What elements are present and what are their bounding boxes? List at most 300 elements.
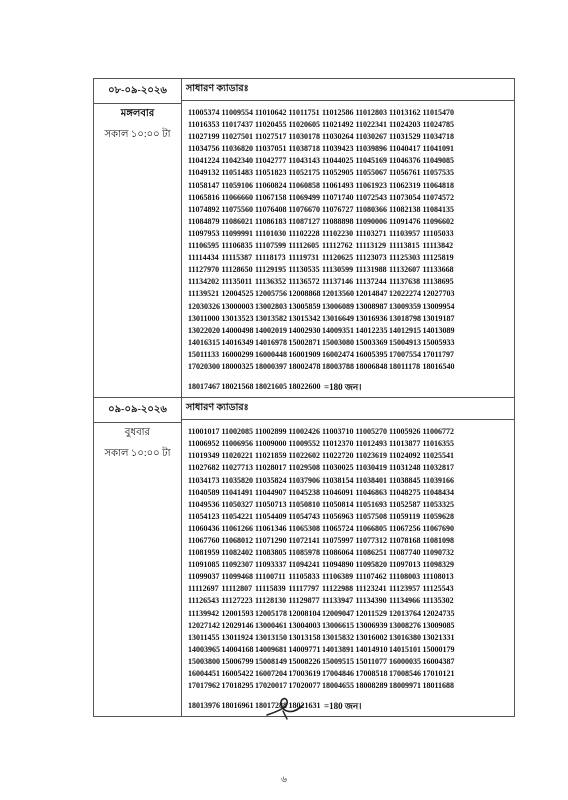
roll-number: 11071740 <box>322 192 354 202</box>
roll-number: 11003710 <box>322 427 354 437</box>
roll-number: 11001017 <box>188 427 220 437</box>
roll-number: 11066805 <box>355 523 388 533</box>
roll-number: 11088898 <box>322 216 354 226</box>
roll-row <box>188 487 512 499</box>
roll-number: 11041224 <box>188 156 220 166</box>
roll-number: 11128130 <box>255 596 287 606</box>
roll-number: 12004525 <box>221 289 254 299</box>
roll-number: 13006089 <box>322 301 354 311</box>
roll-number: 14009771 <box>288 644 321 654</box>
roll-numbers <box>182 101 514 397</box>
roll-number: 11006952 <box>188 439 220 449</box>
roll-number: 11113815 <box>389 241 420 251</box>
roll-row <box>188 426 512 438</box>
roll-number: 12005178 <box>255 608 287 618</box>
roll-number: 11012370 <box>322 439 354 449</box>
roll-number: 11011751 <box>288 108 320 117</box>
roll-number: 16000035 <box>389 656 421 666</box>
roll-number: 16004387 <box>422 656 455 666</box>
roll-number: 18011178 <box>389 361 421 371</box>
roll-number: 18009971 <box>389 681 421 691</box>
roll-number: 17020017 <box>255 681 287 691</box>
roll-number: 11042777 <box>255 156 287 166</box>
session-row <box>94 79 515 398</box>
roll-number: 11081098 <box>422 536 455 545</box>
roll-number: 11049085 <box>422 156 455 166</box>
roll-number: 11054409 <box>255 511 287 521</box>
roll-number: 11053325 <box>422 499 455 509</box>
roll-number: 13022020 <box>188 325 220 335</box>
roll-number: 11136352 <box>255 277 287 287</box>
roll-number: 14003965 <box>188 644 220 654</box>
roll-number: 11052587 <box>389 499 421 509</box>
roll-row <box>188 264 512 276</box>
roll-number: 11030178 <box>288 132 321 142</box>
cadre-heading: সাধারণ ক্যাডারঃ <box>182 79 514 101</box>
roll-number: 15008226 <box>288 656 321 666</box>
roll-number: 11125543 <box>422 584 454 594</box>
roll-number: 11041491 <box>221 487 254 497</box>
roll-number: 11106389 <box>322 572 354 582</box>
roll-row <box>188 668 512 680</box>
roll-number: 11067256 <box>389 523 421 533</box>
roll-number: 13006615 <box>322 620 354 630</box>
roll-number: 11044907 <box>255 487 287 497</box>
roll-number: 18017467 <box>188 382 220 392</box>
roll-number: 11059106 <box>221 180 254 190</box>
roll-number: 11049536 <box>188 499 220 509</box>
roll-number: 13009085 <box>422 620 455 630</box>
roll-number: 11029508 <box>288 463 321 473</box>
roll-number: 12024735 <box>422 608 455 618</box>
roll-number: 11044025 <box>322 156 354 166</box>
roll-number: 11050713 <box>255 499 287 509</box>
roll-number: 11129195 <box>255 265 287 275</box>
roll-number: 11021492 <box>322 120 354 130</box>
roll-number: 11060824 <box>255 180 287 190</box>
roll-number: 13021331 <box>422 632 455 642</box>
roll-number: 11016355 <box>422 439 455 449</box>
roll-number: 11071290 <box>255 536 287 545</box>
roll-number: 11132607 <box>389 265 421 275</box>
roll-number: 11092307 <box>221 560 254 570</box>
roll-row <box>188 167 512 179</box>
roll-number: 11022720 <box>322 451 354 461</box>
roll-number: 11067760 <box>188 536 220 545</box>
roll-number: 11052905 <box>322 168 354 178</box>
roll-number: 13011924 <box>221 632 254 642</box>
roll-number: 11077312 <box>355 536 388 545</box>
roll-number: 18016961 <box>221 701 254 711</box>
roll-number: 14016349 <box>221 337 254 347</box>
roll-number: 14012915 <box>389 325 421 335</box>
roll-number: 14013891 <box>322 644 354 654</box>
roll-number: 11043143 <box>288 156 321 166</box>
roll-number: 11127223 <box>221 596 253 606</box>
roll-number: 11065308 <box>288 523 321 533</box>
roll-number: 11135011 <box>221 277 253 287</box>
roll-number: 13016649 <box>322 313 354 323</box>
roll-number: 11093337 <box>255 560 287 570</box>
roll-number: 15003369 <box>355 337 388 347</box>
roll-number: 16005395 <box>355 349 388 359</box>
roll-number: 11020221 <box>221 451 254 461</box>
roll-number: 11083805 <box>255 548 287 558</box>
roll-number: 16004451 <box>188 669 220 679</box>
roll-number: 15003800 <box>188 656 220 666</box>
roll-number: 11112697 <box>188 584 219 594</box>
roll-number: 11025541 <box>422 451 455 461</box>
date-cell <box>94 79 182 398</box>
roll-number: 13008987 <box>355 301 388 311</box>
roll-number: 18003788 <box>322 361 354 371</box>
roll-number: 14009351 <box>322 325 354 335</box>
roll-number: 11138695 <box>422 277 454 287</box>
roll-number: 14012235 <box>355 325 388 335</box>
roll-number: 11130599 <box>322 265 354 275</box>
session-day: মঙ্গলবার <box>120 108 155 119</box>
roll-number: 11006772 <box>422 427 455 437</box>
roll-number: 13016380 <box>389 632 421 642</box>
roll-number: 11106595 <box>188 241 220 251</box>
roll-row <box>188 204 512 216</box>
roll-number: 11034173 <box>188 475 220 485</box>
roll-number: 11040589 <box>188 487 220 497</box>
roll-number: 11087127 <box>288 216 321 226</box>
roll-number: 11040417 <box>389 144 421 154</box>
roll-number: 11119731 <box>288 253 320 263</box>
roll-row <box>188 559 512 571</box>
roll-number: 12008868 <box>288 289 321 299</box>
roll-number: 12008104 <box>288 608 321 618</box>
roll-number: 11099468 <box>221 572 254 582</box>
roll-number: 11009000 <box>255 439 287 449</box>
roll-number: 13015342 <box>288 313 321 323</box>
roll-number: 17017962 <box>188 681 220 691</box>
roll-number: 15008149 <box>255 656 287 666</box>
roll-number: 11122988 <box>322 584 354 594</box>
roll-number: 11039896 <box>355 144 388 154</box>
roll-number: 11020605 <box>288 120 321 130</box>
roll-number: 11105833 <box>288 572 320 582</box>
roll-number: 11046863 <box>355 487 388 497</box>
roll-row <box>188 595 512 607</box>
roll-number: 14015101 <box>389 644 421 654</box>
roll-number: 11103957 <box>389 228 421 238</box>
roll-number: 11056761 <box>389 168 421 178</box>
roll-number: 15000179 <box>422 644 455 654</box>
roll-row <box>188 325 512 337</box>
roll-row <box>188 523 512 535</box>
roll-number: 11057508 <box>355 511 388 521</box>
roll-number: 13013150 <box>255 632 287 642</box>
roll-number: 11005270 <box>355 427 388 437</box>
roll-number: 11112807 <box>221 584 253 594</box>
roll-number: 11031529 <box>389 132 421 142</box>
roll-number: 14016315 <box>188 337 220 347</box>
roll-number: 11137638 <box>389 277 421 287</box>
roll-number: 13006939 <box>355 620 388 630</box>
roll-number: 11012586 <box>322 108 354 117</box>
roll-row <box>188 475 512 487</box>
roll-number: 11107462 <box>355 572 387 582</box>
roll-number: 11045238 <box>288 487 321 497</box>
roll-number: 11101030 <box>255 228 287 238</box>
roll-number: 11074572 <box>422 192 455 202</box>
roll-number: 12005756 <box>255 289 287 299</box>
roll-number: 11031248 <box>389 463 421 473</box>
roll-row <box>188 155 512 167</box>
roll-row-last <box>188 700 512 712</box>
roll-number: 11002085 <box>221 427 254 437</box>
roll-number: 11134390 <box>355 596 387 606</box>
roll-row <box>188 180 512 192</box>
roll-row <box>188 216 512 228</box>
roll-number: 11010642 <box>255 108 287 117</box>
roll-number: 11002426 <box>288 427 321 437</box>
roll-number: 18002478 <box>288 361 321 371</box>
roll-number: 12014847 <box>355 289 388 299</box>
roll-number: 13009359 <box>389 301 421 311</box>
roll-number: 17011797 <box>422 349 455 359</box>
roll-row <box>188 571 512 583</box>
roll-number: 11046376 <box>389 156 421 166</box>
roll-number: 11067690 <box>422 523 455 533</box>
roll-number: 11059119 <box>389 511 421 521</box>
roll-number: 11102228 <box>288 228 320 238</box>
roll-row <box>188 119 512 131</box>
roll-number: 13011455 <box>188 632 220 642</box>
roll-number: 17008518 <box>355 669 388 679</box>
roll-number: 12013764 <box>389 608 421 618</box>
roll-number: 11066660 <box>221 192 254 202</box>
roll-number: 11009552 <box>288 439 321 449</box>
roll-number: 11099991 <box>221 228 254 238</box>
roll-number: 18004655 <box>322 681 354 691</box>
roll-row <box>188 583 512 595</box>
roll-number: 11072141 <box>288 536 321 545</box>
roll-row <box>188 288 512 300</box>
roll-number: 18021631 <box>288 701 321 711</box>
roll-number: 18006848 <box>355 361 388 371</box>
roll-number: 11137146 <box>322 277 354 287</box>
roll-number: 13008276 <box>389 620 421 630</box>
roll-number: 15011133 <box>188 349 220 359</box>
roll-number: 11030267 <box>355 132 388 142</box>
roll-number: 15002871 <box>288 337 321 347</box>
roll-number: 11082138 <box>389 204 421 214</box>
roll-number: 11134202 <box>188 277 220 287</box>
roll-number: 11100711 <box>255 572 286 582</box>
roll-number: 12001593 <box>221 608 254 618</box>
roll-number: 17010121 <box>422 669 455 679</box>
schedule-table <box>93 78 515 717</box>
roll-row-last <box>188 381 512 393</box>
roll-list-cell <box>182 79 515 398</box>
roll-number: 18013976 <box>188 701 220 711</box>
roll-number: 15004913 <box>389 337 421 347</box>
roll-number: 11123073 <box>355 253 387 263</box>
roll-number: 15005933 <box>422 337 455 347</box>
session-date: ০৮-০৯-২০২৬ <box>108 85 167 96</box>
roll-number: 11135302 <box>422 596 454 606</box>
roll-number: 11123957 <box>389 584 421 594</box>
roll-number: 16002474 <box>322 349 354 359</box>
roll-number: 14016978 <box>255 337 287 347</box>
roll-row <box>188 276 512 288</box>
roll-number: 11054221 <box>221 511 254 521</box>
total-count: =180 জন। <box>324 701 362 712</box>
roll-number: 11051483 <box>221 168 254 178</box>
total-count: =180 জন। <box>324 382 362 393</box>
roll-row <box>188 547 512 559</box>
roll-number: 11097953 <box>188 228 220 238</box>
roll-number: 11012493 <box>355 439 388 449</box>
session-row <box>94 398 515 717</box>
roll-number: 13004003 <box>288 620 321 630</box>
roll-number: 11076727 <box>322 204 354 214</box>
roll-number: 11061266 <box>221 523 254 533</box>
roll-number: 11039166 <box>422 475 455 485</box>
roll-number: 13005859 <box>288 301 321 311</box>
roll-number: 11094890 <box>322 560 354 570</box>
roll-number: 11027682 <box>188 463 220 473</box>
roll-number: 11102230 <box>322 228 354 238</box>
roll-number: 11074892 <box>188 204 220 214</box>
roll-number: 13015832 <box>322 632 354 642</box>
roll-number: 11046091 <box>322 487 354 497</box>
roll-number: 17020300 <box>188 361 220 371</box>
roll-number: 11027713 <box>221 463 254 473</box>
roll-number: 11115839 <box>255 584 286 594</box>
roll-number: 11035820 <box>221 475 254 485</box>
roll-number: 11045169 <box>355 156 388 166</box>
roll-number: 11013877 <box>389 439 421 449</box>
roll-number: 11120625 <box>322 253 354 263</box>
roll-number: 11057535 <box>422 168 455 178</box>
roll-number: 11050814 <box>322 499 354 509</box>
roll-number: 11113842 <box>422 241 454 251</box>
roll-number: 11020455 <box>255 120 287 130</box>
roll-number: 11098329 <box>422 560 455 570</box>
roll-number: 11038845 <box>389 475 421 485</box>
roll-number: 11042340 <box>221 156 254 166</box>
roll-number: 11094241 <box>288 560 321 570</box>
roll-number: 17020077 <box>288 681 321 691</box>
roll-number: 18008289 <box>355 681 388 691</box>
roll-number: 11038401 <box>355 475 388 485</box>
roll-number: 11032817 <box>422 463 455 473</box>
roll-row <box>188 438 512 450</box>
roll-number: 11037051 <box>255 144 287 154</box>
roll-row <box>188 337 512 349</box>
roll-number: 11133668 <box>422 265 454 275</box>
roll-number: 11061493 <box>322 180 354 190</box>
roll-number: 11048434 <box>422 487 455 497</box>
roll-number: 11105033 <box>422 228 454 238</box>
roll-number: 11061346 <box>255 523 287 533</box>
roll-number: 11139942 <box>188 608 220 618</box>
roll-number: 11080366 <box>355 204 388 214</box>
roll-number: 11035824 <box>255 475 287 485</box>
roll-number: 11112762 <box>322 241 353 251</box>
roll-number: 11059628 <box>422 511 455 521</box>
roll-number: 11041091 <box>422 144 455 154</box>
roll-number: 11107599 <box>255 241 287 251</box>
roll-number: 16007204 <box>255 669 287 679</box>
roll-number: 11084135 <box>422 204 455 214</box>
roll-number: 11130535 <box>288 265 320 275</box>
roll-number: 11002899 <box>255 427 287 437</box>
roll-number: 11091476 <box>389 216 421 226</box>
session-time: সকাল ১০:০০ টা <box>104 448 171 460</box>
session-day: বুধবার <box>124 427 151 439</box>
roll-number: 11009554 <box>221 108 254 117</box>
roll-row <box>188 192 512 204</box>
roll-number: 11086183 <box>255 216 287 226</box>
roll-number: 11062319 <box>389 180 421 190</box>
roll-number: 17008546 <box>389 669 421 679</box>
roll-number: 13000003 <box>221 301 254 311</box>
roll-number: 11065724 <box>322 523 354 533</box>
roll-number: 18000325 <box>221 361 254 371</box>
roll-number: 11076408 <box>255 204 287 214</box>
roll-number: 14000498 <box>221 325 254 335</box>
roll-number: 13019187 <box>422 313 455 323</box>
roll-number: 11117797 <box>288 584 320 594</box>
roll-number: 15011077 <box>355 656 388 666</box>
roll-number: 11028017 <box>255 463 287 473</box>
roll-number: 11123241 <box>355 584 387 594</box>
roll-number: 11034756 <box>188 144 220 154</box>
roll-number: 14013089 <box>422 325 455 335</box>
roll-number: 18000397 <box>255 361 287 371</box>
roll-number: 11069499 <box>288 192 321 202</box>
roll-number: 11052175 <box>288 168 321 178</box>
roll-number: 11054123 <box>188 511 220 521</box>
roll-number: 11082402 <box>221 548 254 558</box>
roll-number: 11112605 <box>288 241 320 251</box>
roll-number: 11027199 <box>188 132 220 142</box>
roll-number: 11128650 <box>221 265 253 275</box>
roll-number: 11078168 <box>389 536 421 545</box>
roll-number: 18016540 <box>422 361 455 371</box>
roll-row <box>188 608 512 620</box>
roll-number: 11005374 <box>188 108 220 117</box>
roll-number: 11060858 <box>288 180 321 190</box>
roll-number: 13000461 <box>255 620 287 630</box>
roll-number: 11048275 <box>389 487 421 497</box>
roll-row <box>188 535 512 547</box>
roll-number: 11005926 <box>389 427 421 437</box>
roll-number: 11038154 <box>322 475 354 485</box>
roll-row <box>188 620 512 632</box>
roll-number: 11036820 <box>221 144 254 154</box>
roll-number: 11016353 <box>188 120 220 130</box>
roll-number: 12022274 <box>389 289 421 299</box>
roll-row <box>188 462 512 474</box>
roll-number: 11034718 <box>422 132 455 142</box>
roll-row <box>188 349 512 361</box>
roll-number: 11058147 <box>188 180 220 190</box>
roll-number: 11024092 <box>389 451 421 461</box>
roll-number: 11038718 <box>288 144 321 154</box>
roll-number: 11055067 <box>355 168 388 178</box>
roll-number: 11114434 <box>188 253 219 263</box>
roll-number: 11067158 <box>255 192 287 202</box>
roll-number: 11090006 <box>355 216 388 226</box>
roll-number: 11024203 <box>389 120 421 130</box>
